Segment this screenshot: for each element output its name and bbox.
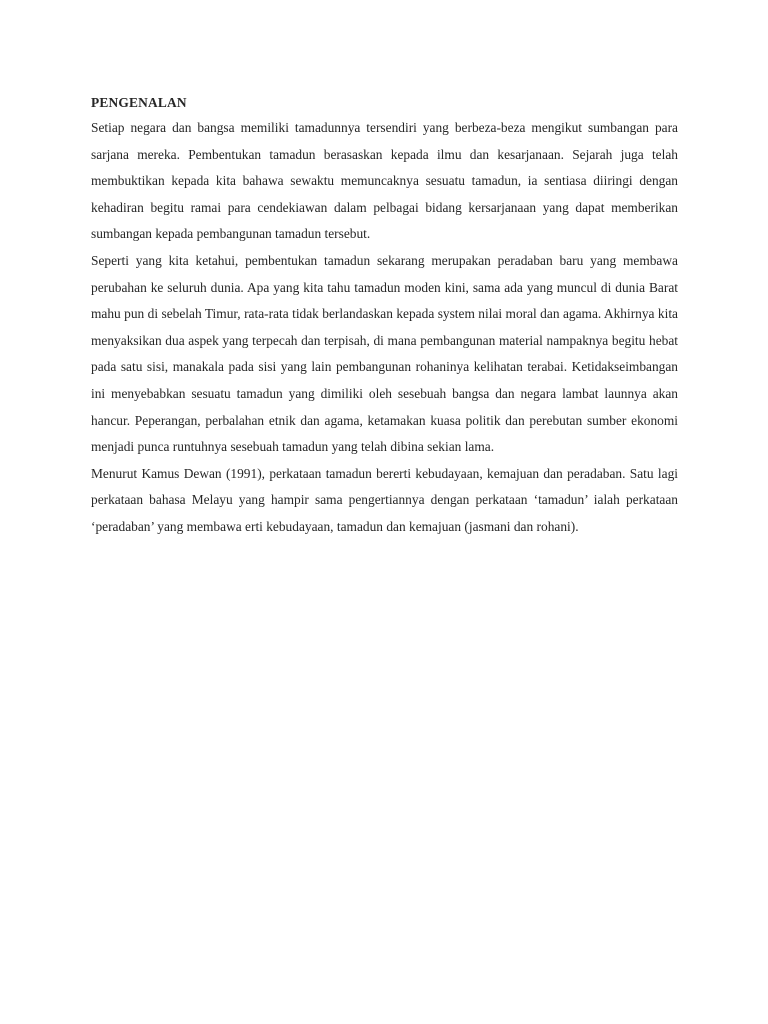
- document-body: [91, 91, 678, 541]
- paragraph-1: Setiap negara dan bangsa memiliki tamadunnya tersendiri yang berbeza-beza mengikut sumbangan para sarjana mereka. Pembentukan tamadun berasaskan kepada ilmu dan kesarjanaan. Sejarah juga telah membuktikan kepada kita bahawa sewaktu memuncaknya sesuatu tamadun, ia sentiasa diiringi dengan kehadiran begitu ramai para cendekiawan dalam pelbagai bidang kersarjanaan yang dapat memberikan sumbangan kepada pembangunan tamadun tersebut.: [91, 120, 678, 242]
- section-heading: PENGENALAN: [91, 95, 187, 110]
- paragraph-2: Seperti yang kita ketahui, pembentukan tamadun sekarang merupakan peradaban baru yang membawa perubahan ke seluruh dunia. Apa yang kita tahu tamadun moden kini, sama ada yang muncul di dunia Barat mahu pun di sebelah Timur, rata-rata tidak berlandaskan kepada system nilai moral dan agama. Akhirnya kita menyaksikan dua aspek yang terpecah dan terpisah, di mana pembangunan material nampaknya begitu hebat pada satu sisi, manakala pada sisi yang lain pembangunan rohaninya kelihatan terabai. Ketidakseimbangan ini menyebabkan sesuatu tamadun yang dimiliki oleh sesebuah bangsa dan negara lambat launnya akan hancur. Peperangan, perbalahan etnik dan agama, ketamakan kuasa politik dan perebutan sumber ekonomi menjadi punca runtuhnya sesebuah tamadun yang telah dibina sekian lama.: [91, 252, 678, 455]
- paragraph-3: Menurut Kamus Dewan (1991), perkataan tamadun bererti kebudayaan, kemajuan dan peradaban. Satu lagi perkataan bahasa Melayu yang hampir sama pengertiannya dengan perkataan ‘tamadun’ ialah perkataan ‘peradaban’ yang membawa erti kebudayaan, tamadun dan kemajuan (jasmani dan rohani).: [91, 465, 678, 534]
